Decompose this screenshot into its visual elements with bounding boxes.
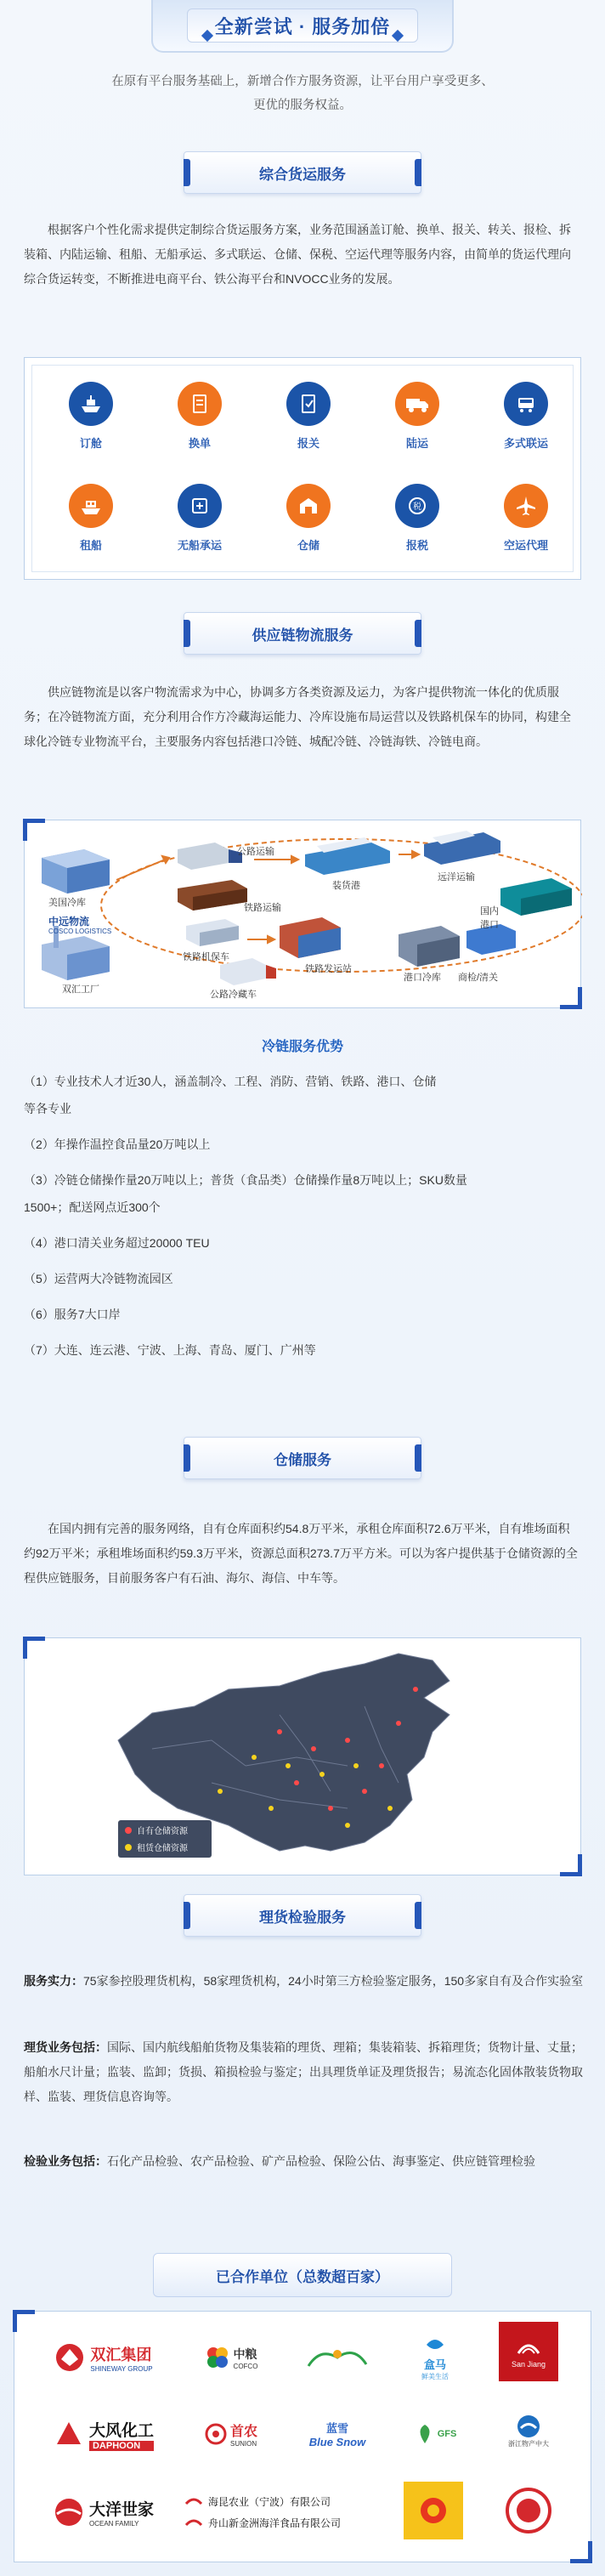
train-graphic: [178, 880, 247, 911]
node-label-ocean: 远洋运输: [438, 872, 475, 882]
page-title: 全新尝试 · 服务加倍: [214, 15, 391, 37]
diamond-icon: [392, 30, 404, 42]
tally-business-text: 国际、国内航线船舶货物及集装箱的理货、理箱；集装箱装、拆箱理货；货物计量、丈量；船舶水尺计量；监装、监卸；货损、箱损检验与鉴定；出具理货单证及理货报告；易流态化固体散装货物取样、监装、理货信息咨询等。: [24, 2040, 583, 2103]
node-label-company: 中远物流: [48, 916, 90, 928]
inspection-strength-label: 服务实力：: [24, 1974, 83, 1988]
cold-chain-item: 1500+；配送网点近300个: [24, 1200, 161, 1214]
cold-chain-item: （5）运营两大冷链物流园区: [24, 1272, 173, 1285]
logo-red-seal: [499, 2482, 558, 2539]
node-label-road-cold: 公路冷藏车: [210, 990, 257, 1000]
supply-chain-description: 供应链物流是以客户物流需求为中心，协调多方各类资源及运力，为客户提供物流一体化的优质服务；在冷链物流方面，充分利用合作方冷藏海运能力、冷库设施布局运营以及铁路机保车的协同，构建全球化冷链专业物流平台，主要服务内容包括港口冷链、城配冷链、冷链海铁、冷链电商。: [24, 685, 571, 748]
logo-haikun-zhoushan: 海昆农业（宁波）有限公司 舟山新金洲海洋食品有限公司: [184, 2485, 388, 2539]
us-cold-storage-graphic: [42, 849, 110, 894]
service-label: 仓储: [297, 539, 319, 552]
service-item-land[interactable]: [375, 382, 460, 451]
airplane-icon: [504, 484, 548, 528]
node-label-loading-port: 装货港: [332, 881, 360, 891]
section-header-supply-chain: [184, 612, 421, 655]
ship-booking-icon: [69, 382, 113, 426]
node-label-road: 公路运输: [237, 847, 274, 857]
logo-gfs: GFS: [405, 2407, 465, 2461]
china-map-graphic: [25, 1638, 582, 1876]
tax-icon: [395, 484, 439, 528]
section-header-inspection: [184, 1894, 421, 1937]
section-header-freight: [184, 151, 421, 194]
intro-line: 更优的服务权益。: [253, 99, 352, 112]
service-icon-grid: [24, 357, 581, 580]
ocean-ship-graphic: [424, 831, 500, 865]
inspection-business: [24, 2149, 585, 2174]
section-title: 仓储服务: [274, 1451, 331, 1468]
service-item-customs[interactable]: [266, 382, 351, 451]
warehouse-description: 在国内拥有完善的服务网络，自有仓库面积约54.8万平米，承租仓库面积72.6万平米，自有堆场面积约92万平米；承租堆场面积约59.3万平米，资源总面积273.7万平方米。可以为客户提供基于仓储资源的全程供应链服务，目前服务客户有石油、海尔、海信、中车等。: [24, 1522, 578, 1585]
service-label: 无船承运: [177, 539, 222, 552]
service-label: 换单: [188, 437, 211, 450]
service-item-air[interactable]: [483, 484, 568, 553]
section-header-warehouse: [184, 1437, 421, 1479]
node-label-rail: 铁路运输: [244, 903, 281, 913]
intro-line: 在原有平台服务基础上，新增合作方服务资源，让平台用户享受更多、: [111, 75, 494, 88]
customs-declaration-icon: [286, 382, 331, 426]
section-title: 供应链物流服务: [252, 627, 353, 644]
nvocc-icon: [178, 484, 222, 528]
svg-text:税: 税: [413, 502, 421, 512]
cold-chain-item: （7）大连、连云港、宁波、上海、青岛、厦门、广州等: [24, 1343, 316, 1357]
cold-chain-item: （1）专业技术人才近30人，涵盖制冷、工程、消防、营销、铁路、港口、仓储: [24, 1075, 437, 1088]
node-label-rail-car: 铁路机保车: [183, 952, 229, 962]
domestic-port-graphic: [500, 878, 572, 916]
cold-chain-item: （3）冷链仓储操作量20万吨以上；普货（食品类）仓储操作量8万吨以上；SKU数量: [24, 1173, 467, 1187]
node-label-inspection: 商检/清关: [458, 973, 499, 983]
node-label-rail-station: 铁路发运站: [305, 964, 352, 974]
node-label-company-en: COSCO LOGISTICS: [48, 928, 112, 935]
partners-logo-grid: [14, 2311, 591, 2562]
service-label: 租船: [79, 539, 102, 552]
node-label-us-cold: 美国冷库: [48, 898, 86, 908]
logo-zhejiang-food: 浙江物产中大: [495, 2403, 563, 2458]
top-banner: [151, 0, 454, 53]
ship-charter-icon: [69, 484, 113, 528]
service-item-booking[interactable]: [48, 382, 133, 451]
cold-chain-item: （6）服务7大口岸: [24, 1308, 121, 1321]
supply-chain-diagram: [24, 820, 581, 1008]
logo-sunion: 首农 SUNION: [184, 2407, 278, 2461]
diamond-icon: [201, 30, 213, 42]
partners-title: 已合作单位（总数超百家）: [216, 2268, 389, 2285]
service-label: 报关: [297, 437, 319, 450]
logo-blue-snow: 蓝雪 Blue Snow: [308, 2422, 366, 2448]
service-label: 报税: [405, 539, 428, 552]
service-item-charter[interactable]: [48, 484, 133, 553]
tally-business: [24, 2035, 585, 2109]
service-item-exchange[interactable]: [157, 382, 242, 451]
multimodal-icon: [504, 382, 548, 426]
service-label: 多式联运: [503, 437, 548, 450]
logo-cofco: 中粮 COFCO: [184, 2330, 278, 2385]
legend-rented-storage: 租赁仓储资源: [137, 1844, 188, 1853]
top-banner-ribbon: [187, 9, 418, 43]
document-exchange-icon: [178, 382, 222, 426]
logo-hema: 盒马 鲜美生活: [397, 2330, 473, 2385]
port-cold-storage-graphic: [399, 926, 460, 967]
legend-own-storage: 自有仓储资源: [137, 1827, 188, 1836]
logo-sanjiang: San Jiang: [499, 2322, 558, 2381]
warehouse-icon: [286, 484, 331, 528]
service-label: 空运代理: [503, 539, 548, 552]
service-label: 订舱: [79, 437, 102, 450]
inspection-business-label: 检验业务包括：: [24, 2154, 107, 2168]
service-item-tax[interactable]: [375, 484, 460, 553]
node-label-factory: 双汇工厂: [62, 984, 99, 995]
cold-chain-item: （4）港口清关业务超过20000 TEU: [24, 1236, 210, 1250]
logo-ocean-family: 大洋世家 OCEAN FAMILY: [31, 2485, 176, 2539]
rail-car-graphic: [186, 919, 239, 946]
partners-header: [153, 2253, 452, 2297]
service-label: 陆运: [405, 437, 428, 450]
inspection-strength-text: 75家参控股理货机构，58家理货机构，24小时第三方检验鉴定服务，150多家自有及合作实验室: [83, 1974, 584, 1988]
logo-daphoon: 大风化工 DAPHOON: [31, 2407, 176, 2461]
inspection-strength: [24, 1969, 585, 1994]
logo-shineway: 双汇集团 SHINEWAY GROUP: [31, 2330, 176, 2385]
loading-port-ship-graphic: [305, 837, 390, 875]
cold-chain-item: 等各专业: [24, 1102, 71, 1115]
node-label-port-cold: 港口冷库: [404, 973, 441, 983]
cold-chain-title: 冷链服务优势: [261, 1040, 343, 1054]
truck-icon: [395, 382, 439, 426]
logo-green-company: [295, 2330, 380, 2385]
section-title: 理货检验服务: [259, 1909, 346, 1926]
section-title: 综合货运服务: [259, 166, 346, 183]
freight-description: 根据客户个性化需求提供定制综合货运服务方案，业务范围涵盖订舱、换单、报关、转关、报检、拆装箱、内陆运输、租船、无船承运、多式联运、仓储、保税、空运代理等服务内容，由简单的货运代理向综合货运转变，不断推进电商平台、铁公海平台和NVOCC业务的发展。: [24, 223, 571, 286]
logo-yellow-brand: [404, 2482, 463, 2539]
service-item-nvocc[interactable]: [157, 484, 242, 553]
rail-station-graphic: [280, 917, 341, 958]
warehouse-map: [24, 1637, 581, 1875]
cold-chain-item: （2）年操作温控食品量20万吨以上: [24, 1138, 211, 1151]
service-item-multimodal[interactable]: [483, 382, 568, 451]
intro-text: [34, 70, 571, 117]
tally-business-label: 理货业务包括：: [24, 2040, 107, 2054]
inspection-business-text: 石化产品检验、农产品检验、矿产品检验、保险公估、海事鉴定、供应链管理检验: [107, 2154, 535, 2168]
service-item-warehouse[interactable]: [266, 484, 351, 553]
node-label-domestic-port: 国内港口: [480, 906, 499, 930]
